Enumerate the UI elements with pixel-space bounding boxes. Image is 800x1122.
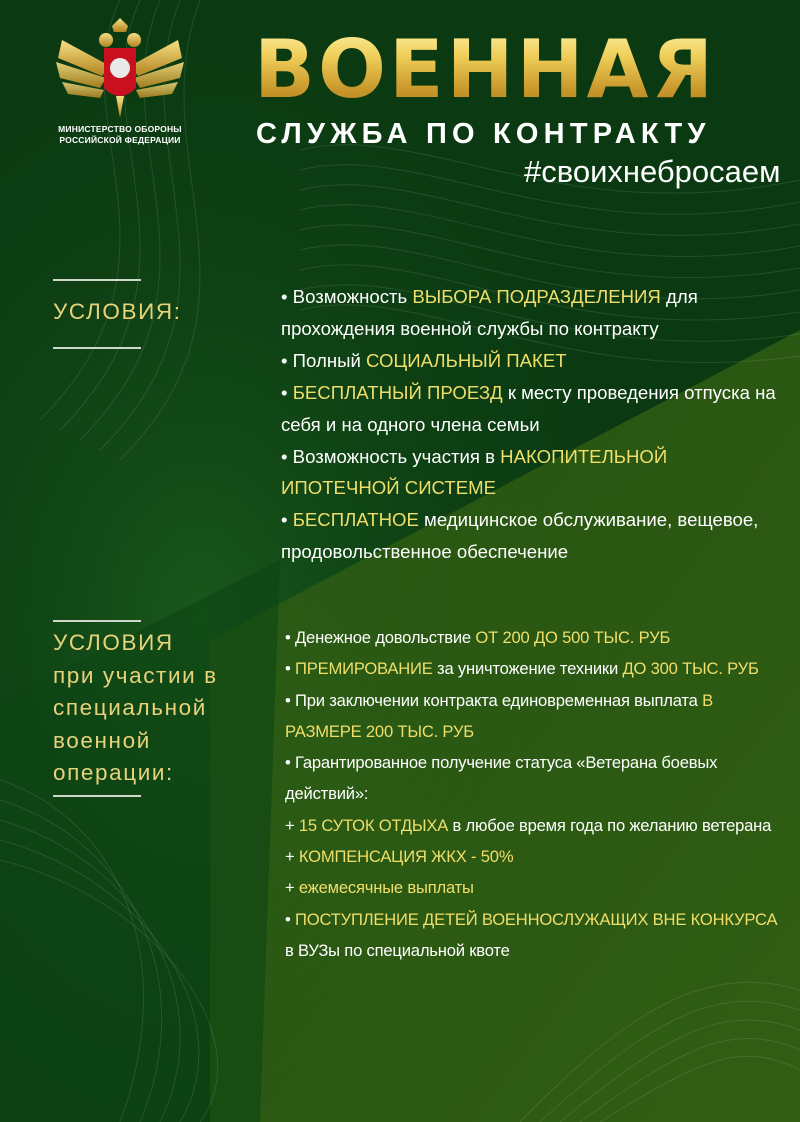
section2-list bbox=[285, 622, 790, 966]
list-item: • БЕСПЛАТНЫЙ ПРОЕЗД к месту проведения отпуска на себя и на одного члена семьи bbox=[281, 381, 776, 435]
subtitle: СЛУЖБА ПО КОНТРАКТУ bbox=[256, 118, 711, 150]
divider-rule bbox=[53, 279, 141, 281]
section1-list bbox=[281, 281, 786, 568]
section2-label-line: УСЛОВИЯ bbox=[53, 630, 174, 655]
section2-label-line: операции: bbox=[53, 760, 174, 785]
section2-label-line: специальной bbox=[53, 695, 207, 720]
hashtag: #своихнебросаем bbox=[524, 154, 781, 189]
divider-rule bbox=[53, 347, 141, 349]
main-title: ВОЕННАЯ bbox=[254, 23, 717, 116]
list-item: • При заключении контракта единовременная выплата В РАЗМЕРЕ 200 ТЫС. РУБ bbox=[285, 690, 713, 741]
list-item: • Возможность участия в НАКОПИТЕЛЬНОЙ ИПОТЕЧНОЙ СИСТЕМЕ bbox=[281, 445, 668, 499]
list-item: • Возможность ВЫБОРА ПОДРАЗДЕЛЕНИЯ для прохождения военной службы по контракту bbox=[281, 286, 698, 339]
section2-label-line: военной bbox=[53, 727, 151, 753]
list-item: + КОМПЕНСАЦИЯ ЖКХ - 50% bbox=[285, 847, 514, 867]
list-item: • ПОСТУПЛЕНИЕ ДЕТЕЙ ВОЕННОСЛУЖАЩИХ ВНЕ КОНКУРСА в ВУЗы по специальной квоте bbox=[285, 909, 778, 960]
ministry-line-1: МИНИСТЕРСТВО ОБОРОНЫ bbox=[58, 124, 182, 134]
section2-label bbox=[53, 627, 218, 790]
divider-rule bbox=[53, 620, 141, 622]
ministry-name bbox=[28, 124, 212, 146]
list-item: + 15 СУТОК ОТДЫХА в любое время года по желанию ветерана bbox=[285, 815, 772, 835]
section2-label-line: при участии в bbox=[53, 662, 218, 688]
section1-label: УСЛОВИЯ: bbox=[53, 299, 182, 324]
ministry-line-2: РОССИЙСКОЙ ФЕДЕРАЦИИ bbox=[59, 135, 181, 145]
divider-rule bbox=[53, 795, 141, 797]
list-item: • Гарантированное получение статуса «Ветерана боевых действий»: bbox=[285, 753, 718, 804]
list-item: • БЕСПЛАТНОЕ медицинское обслуживание, вещевое, продовольственное обеспечение bbox=[281, 509, 759, 563]
list-item: • ПРЕМИРОВАНИЕ за уничтожение техники ДО 300 ТЫС. РУБ bbox=[285, 659, 759, 679]
list-item: • Полный СОЦИАЛЬНЫЙ ПАКЕТ bbox=[281, 349, 567, 371]
list-item: + ежемесячные выплаты bbox=[285, 878, 474, 898]
double-headed-eagle-emblem bbox=[52, 18, 188, 122]
list-item: • Денежное довольствие ОТ 200 ДО 500 ТЫС. РУБ bbox=[285, 628, 671, 647]
